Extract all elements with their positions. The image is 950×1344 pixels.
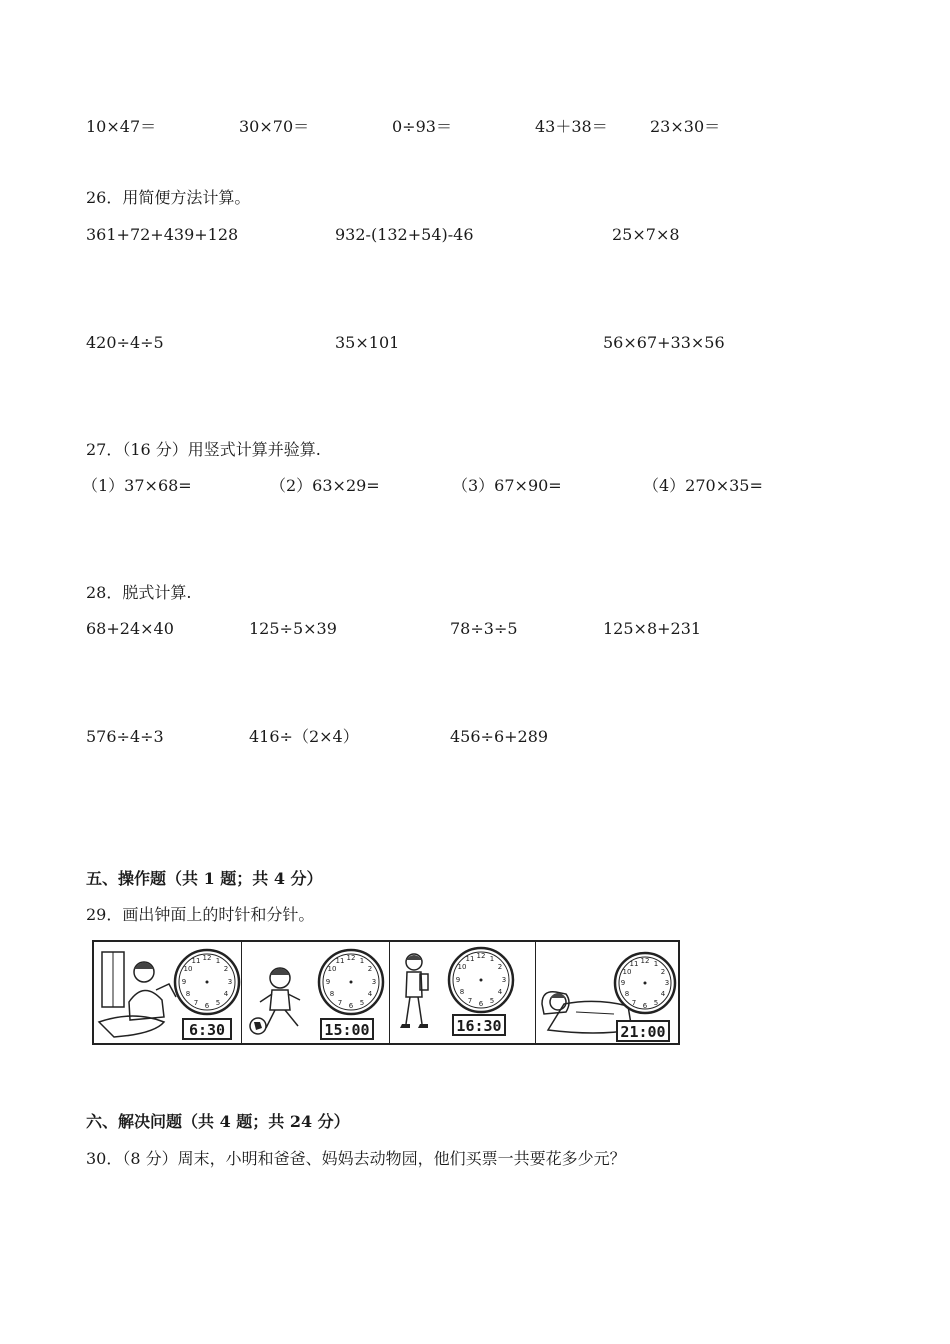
svg-text:2: 2 (223, 965, 229, 973)
svg-text:11: 11 (335, 957, 345, 965)
svg-text:6: 6 (642, 1002, 648, 1010)
question-29-title: 29．画出钟面上的时针和分针。 (86, 905, 315, 924)
clock-face-2 (316, 947, 386, 1017)
calc-item: 125×8+231 (603, 619, 702, 638)
svg-text:11: 11 (629, 960, 639, 968)
calc-item: 35×101 (335, 333, 400, 352)
calc-item: （3）67×90= (452, 476, 562, 495)
clock-panel-3 (390, 942, 536, 1043)
svg-text:8: 8 (459, 988, 465, 996)
svg-text:8: 8 (329, 990, 335, 998)
svg-text:4: 4 (660, 990, 666, 998)
svg-text:10: 10 (327, 965, 337, 973)
question-28-title: 28．脱式计算. (86, 583, 192, 602)
svg-text:2: 2 (367, 965, 373, 973)
time-label-3: 16:30 (452, 1014, 506, 1036)
calc-item: （2）63×29= (270, 476, 380, 495)
question-30-text: 30．（8 分）周末，小明和爸爸、妈妈去动物园，他们买票一共要花多少元？ (86, 1149, 626, 1168)
calc-item: 30×70＝ (239, 117, 310, 136)
svg-text:9: 9 (181, 978, 187, 986)
calc-item: 125÷5×39 (249, 619, 337, 638)
svg-text:2: 2 (660, 968, 666, 976)
svg-text:11: 11 (465, 955, 475, 963)
calc-item: （1）37×68= (82, 476, 192, 495)
clock-face-4 (612, 950, 678, 1016)
calc-item: 932-(132+54)-46 (335, 225, 474, 244)
svg-text:3: 3 (664, 979, 670, 987)
calc-item: 0÷93＝ (392, 117, 452, 136)
section-5-heading: 五、操作题（共 1 题；共 4 分） (86, 869, 323, 888)
time-label-2: 15:00 (320, 1018, 374, 1040)
svg-text:10: 10 (622, 968, 632, 976)
svg-text:4: 4 (367, 990, 373, 998)
calc-item: 10×47＝ (86, 117, 157, 136)
question-27-title: 27．（16 分）用竖式计算并验算. (86, 440, 321, 459)
svg-text:1: 1 (215, 957, 221, 965)
svg-text:5: 5 (653, 999, 659, 1007)
svg-text:8: 8 (185, 990, 191, 998)
time-label-1: 6:30 (182, 1018, 232, 1040)
svg-text:1: 1 (489, 955, 495, 963)
clock-panel-4 (536, 942, 678, 1043)
calc-item: 23×30＝ (650, 117, 721, 136)
svg-text:11: 11 (191, 957, 201, 965)
svg-text:9: 9 (620, 979, 626, 987)
svg-text:7: 7 (193, 999, 199, 1007)
calc-item: 78÷3÷5 (450, 619, 518, 638)
svg-text:3: 3 (371, 978, 377, 986)
calc-item: 456÷6+289 (450, 727, 549, 746)
svg-text:2: 2 (497, 963, 503, 971)
svg-text:5: 5 (359, 999, 365, 1007)
svg-text:4: 4 (497, 988, 503, 996)
calc-item: 420÷4÷5 (86, 333, 164, 352)
calc-item: 576÷4÷3 (86, 727, 164, 746)
svg-text:8: 8 (624, 990, 630, 998)
clock-strip (92, 940, 680, 1045)
svg-text:7: 7 (467, 997, 473, 1005)
time-label-4: 21:00 (616, 1020, 670, 1042)
svg-text:4: 4 (223, 990, 229, 998)
calc-item: 25×7×8 (612, 225, 680, 244)
svg-text:3: 3 (227, 978, 233, 986)
svg-text:12: 12 (640, 957, 650, 965)
svg-text:5: 5 (489, 997, 495, 1005)
calc-item: （4）270×35= (643, 476, 763, 495)
clock-panel-1 (94, 942, 242, 1043)
svg-text:1: 1 (359, 957, 365, 965)
svg-text:6: 6 (348, 1002, 354, 1010)
svg-text:12: 12 (202, 954, 212, 962)
calc-item: 56×67+33×56 (603, 333, 725, 352)
clock-face-1 (172, 947, 242, 1017)
svg-text:7: 7 (631, 999, 637, 1007)
calc-item: 361+72+439+128 (86, 225, 239, 244)
svg-text:12: 12 (476, 952, 486, 960)
svg-text:9: 9 (325, 978, 331, 986)
svg-text:10: 10 (183, 965, 193, 973)
svg-text:3: 3 (501, 976, 507, 984)
svg-text:9: 9 (455, 976, 461, 984)
svg-text:6: 6 (204, 1002, 210, 1010)
svg-text:7: 7 (337, 999, 343, 1007)
calc-item: 43＋38＝ (535, 117, 608, 136)
clock-face-3 (446, 945, 516, 1015)
calc-item: 68+24×40 (86, 619, 174, 638)
svg-text:10: 10 (457, 963, 467, 971)
section-6-heading: 六、解决问题（共 4 题；共 24 分） (86, 1112, 350, 1131)
question-26-title: 26．用简便方法计算。 (86, 188, 251, 207)
svg-text:6: 6 (478, 1000, 484, 1008)
svg-text:5: 5 (215, 999, 221, 1007)
calc-item: 416÷（2×4） (249, 727, 359, 746)
svg-text:12: 12 (346, 954, 356, 962)
clock-panel-2 (242, 942, 390, 1043)
svg-text:1: 1 (653, 960, 659, 968)
